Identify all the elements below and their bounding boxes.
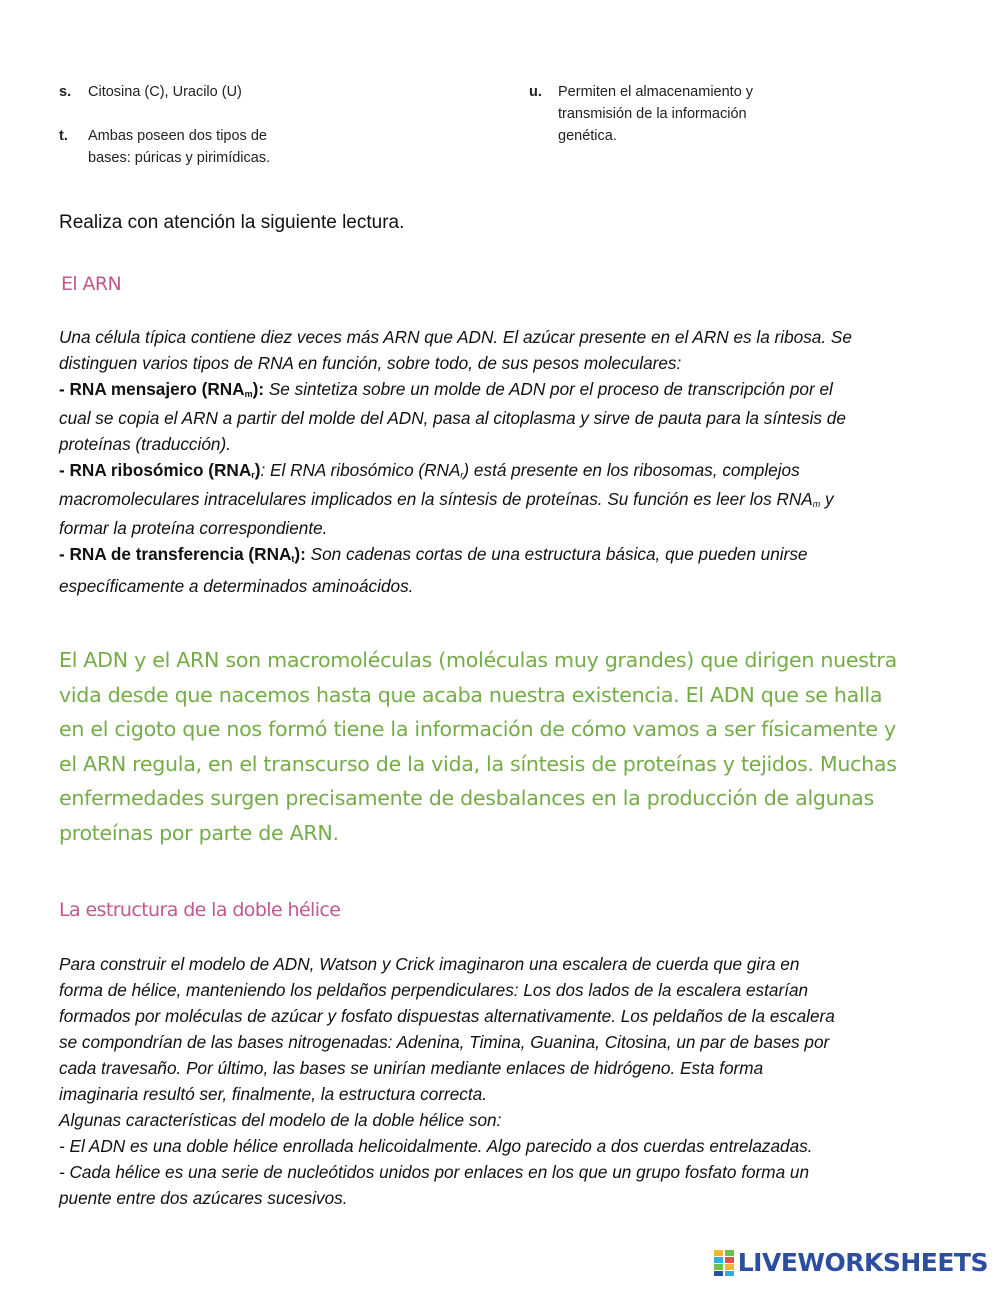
text-line: imaginaria resultó ser, finalmente, la estructura correcta. bbox=[59, 1084, 487, 1104]
option-line: bases: púricas y pirimídicas. bbox=[88, 150, 271, 166]
option-text bbox=[88, 125, 270, 169]
option-s bbox=[59, 81, 319, 105]
option-t bbox=[59, 125, 319, 171]
section-heading-double-helix: La estructura de la doble hélice bbox=[59, 899, 341, 921]
rrna-label: - RNA ribosómico $(RNA_r)$ bbox=[59, 460, 261, 480]
trna-label: - RNA de transferencia $(RNA_t)$: bbox=[59, 544, 306, 564]
option-line: genética. bbox=[558, 128, 617, 144]
liveworksheets-logo-icon bbox=[714, 1250, 734, 1276]
option-letter: s. bbox=[59, 84, 72, 100]
arn-paragraph bbox=[59, 324, 949, 599]
text-line: distinguen varios tipos de RNA en función, sobre todo, de sus pesos moleculares: bbox=[59, 353, 682, 373]
option-letter: t. bbox=[59, 128, 68, 144]
option-text bbox=[88, 81, 242, 103]
option-text bbox=[558, 81, 753, 147]
text-line: cada travesaño. Por último, las bases se unirían mediante enlaces de hidrógeno. Esta forma bbox=[59, 1058, 764, 1078]
text-line: - Cada hélice es una serie de nucleótidos unidos por enlaces en los que un grupo fosfato forma un bbox=[59, 1162, 810, 1182]
trna-line: - RNA de transferencia $(RNA_t)$: Son cadenas cortas de una estructura básica, que pueden unirse bbox=[59, 544, 808, 564]
text-line: específicamente a determinados aminoácidos. bbox=[59, 576, 414, 596]
reading-instruction: Realiza con atención la siguiente lectura. bbox=[59, 212, 405, 233]
highlight-line: el ARN regula, en el transcurso de la vida, la síntesis de proteínas y tejidos. Muchas bbox=[59, 751, 897, 776]
text-line: forma de hélice, manteniendo los peldaños perpendiculares: Los dos lados de la escalera estarían bbox=[59, 980, 809, 1000]
text-line: Para construir el modelo de ADN, Watson y Crick imaginaron una escalera de cuerda que gira en bbox=[59, 954, 800, 974]
option-u bbox=[529, 81, 789, 149]
option-line: Ambas poseen dos tipos de bbox=[88, 128, 267, 144]
highlight-line: El ADN y el ARN son macromoléculas (moléculas muy grandes) que dirigen nuestra bbox=[59, 648, 897, 672]
liveworksheets-logo-text: LIVEWORKSHEETS bbox=[737, 1248, 988, 1277]
highlight-line: proteínas por parte de ARN. bbox=[59, 820, 339, 845]
text-line: puente entre dos azúcares sucesivos. bbox=[59, 1188, 348, 1208]
text-line: formados por moléculas de azúcar y fosfato dispuestas alternativamente. Los peldaños de la escalera bbox=[59, 1006, 835, 1026]
text-line: Una célula típica contiene diez veces más ARN que ADN. El azúcar presente en el ARN es la ribosa. Se bbox=[59, 327, 852, 347]
liveworksheets-logo[interactable] bbox=[714, 1249, 988, 1277]
mrna-label: - RNA mensajero $(RNA_m)$: bbox=[59, 379, 265, 399]
text-line: Algunas características del modelo de la doble hélice son: bbox=[59, 1110, 502, 1130]
option-line: Permiten el almacenamiento y bbox=[558, 84, 754, 100]
text-line: proteínas (traducción). bbox=[59, 434, 231, 454]
highlight-line: en el cigoto que nos formó tiene la información de cómo vamos a ser físicamente y bbox=[59, 717, 896, 741]
section-heading-arn: El ARN bbox=[61, 273, 122, 295]
rrna-line: - RNA ribosómico $(RNA_r)$: El RNA ribosómico $(RNA_r)$ está presente en los ribosomas, complejos bbox=[59, 460, 800, 480]
highlight-paragraph bbox=[59, 643, 959, 850]
option-letter: u. bbox=[529, 84, 542, 100]
text-line: - El ADN es una doble hélice enrollada helicoidalmente. Algo parecido a dos cuerdas entrelazadas. bbox=[59, 1136, 813, 1156]
option-line: Citosina (C), Uracilo (U) bbox=[88, 84, 242, 100]
option-line: transmisión de la información bbox=[558, 106, 747, 122]
highlight-line: vida desde que nacemos hasta que acaba nuestra existencia. El ADN que se halla bbox=[59, 682, 883, 707]
text-line: macromoleculares intracelulares implicados en la síntesis de proteínas. Su función es leer los $RNA_m$ y bbox=[59, 489, 834, 509]
double-helix-paragraph bbox=[59, 951, 949, 1211]
text-line: se compondrían de las bases nitrogenadas: Adenina, Timina, Guanina, Citosina, un par de bases por bbox=[59, 1032, 830, 1052]
mrna-line: - RNA mensajero $(RNA_m)$: Se sintetiza sobre un molde de ADN por el proceso de transcripción por el bbox=[59, 379, 833, 399]
highlight-line: enfermedades surgen precisamente de desbalances en la producción de algunas bbox=[59, 786, 874, 810]
text-line: cual se copia el ARN a partir del molde del ADN, pasa al citoplasma y sirve de pauta para la síntesis de bbox=[59, 408, 846, 428]
text-line: formar la proteína correspondiente. bbox=[59, 518, 328, 538]
